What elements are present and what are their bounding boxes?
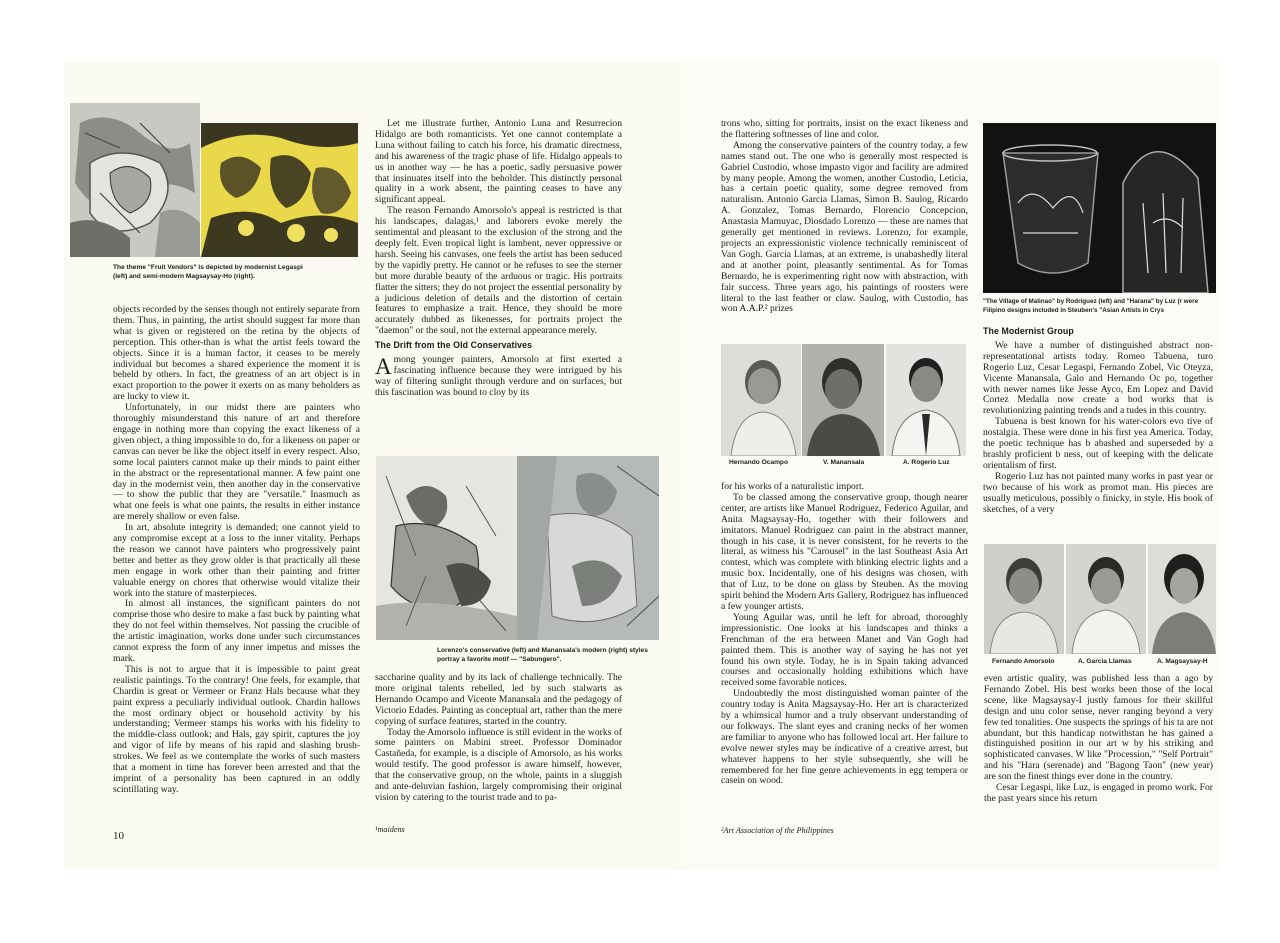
right-column-2-top	[983, 323, 1213, 536]
dropcap: A	[375, 354, 392, 380]
paragraph: Undoubtedly the most distinguished woman painter of the country today is Anita Magsaysay-Ho. Her art is characterized by a whimsical humor and a truly observant understanding of our folkways. The slant eyes and craning necks of her women are familiar to anyone who has followed local art. Her failure to evolve newer styles may be indicative of a creative arrest, but whatever happens to her style subsequently, she will be remembered for her fine genre achievements in egg tempera or casein on wood.	[721, 688, 968, 787]
portrait-a-garcia-llamas	[1066, 544, 1146, 654]
page-number: 10	[113, 830, 124, 842]
right-column-1-bottom	[721, 482, 968, 826]
paragraph: trons who, sitting for portraits, insist on the exact likeness and the flattering softnesses of line and color.	[721, 118, 968, 140]
paragraph: Young Aguilar was, until he left for abroad, thoroughly impressionistic. One looks at his landscapes and thinks a Frenchman of the era between Manet and Van Gogh had painted them. This is another way of saying he has not yet found his own style. Today, he is in Spain taking advanced courses and occasionally holding exhibitions which have received some favorable notices.	[721, 611, 968, 689]
left-column-1	[113, 305, 360, 827]
paragraph: Unfortunately, in our midst there are painters who thoroughly misunderstand this nature of art and therefore engage in nothing more than copying the exact likeness of a given object, a thing impossible to do, for a likeness on paper or canvas can never be like the object itself in every respect. Also, some local painters cannot make up their minds to paint either in the abstract or the representational manner. A few paint one day in the modernist vein, then another day in the conservative — to show the public that they are "versatile." Inasmuch as what one feels is what one paints, the results in either instance are merely shallow or even false.	[113, 402, 360, 523]
portrait-hernando-ocampo	[721, 344, 801, 456]
caption-sabungero: Lorenzo's conservative (left) and Manansala's modern (right) styles portray a favorite motif — "Sabungero".	[437, 647, 648, 663]
paragraph: The reason Fernando Amorsolo's appeal is restricted is that his landscapes, dalagas,¹ and laborers evoke merely the sentimental and pleasant to the exclusion of the strong and the deeply felt. Even tropical light is lambent, never oppressive or harsh. Seeing his canvases, one feels the artist has been seduced by the vapidly pretty. He cannot or he refuses to see the sterner but more durable beauty of the arduous or tragic. His portraits flatter the sitters; they do not project the essential personality by a judicious deletion of details and the distortion of certain features to emphasize a trait. Hence, they should be more accurately dubbed as likenesses, for portraits project the "daemon" or the soul, not the external appearance merely.	[375, 205, 622, 337]
paragraph: Among the conservative painters of the country today, a few names stand out. The one who is generally most respected is Gabriel Custodio, whose impasto vigor and facility are admired by many people. Among the women, another Custodio, Leticia, has a certain poetic quality, some degree removed from naturalism. Antonio Garcia Llamas, Simon B. Saulog, Ricardo A. Gonzalez, Tomas Bernardo, Florencio Concepcion, Anastasia Mamuyac, Diosdado Lorenzo — these are names that generally get mentioned in reviews. Lorenzo, for example, projects an expressionistic violence technically reminiscent of Van Gogh. Garcia Llamas, at an extreme, is unabashedly literal and at another point, pleasantly sentimental. As for Tomas Bernardo, he is experimenting right now with abstraction, with fair success. Three years ago, his paintings of roosters were literal to the last feather or claw. Saulog, with Custodio, has won A.A.P.² prizes	[721, 139, 968, 315]
footnote-aap: ²Art Association of the Philippines	[721, 826, 834, 835]
steuben-glass-image	[983, 123, 1216, 293]
left-column-2-top	[375, 119, 622, 445]
paragraph: In almost all instances, the significant painters do not comprise those who desire to make a fast buck by painting what they do not feel within themselves. Not passing the crucible of the artistic imagination, works done under such circumstances cannot express the form of any inner impetus and misses the mark.	[113, 598, 360, 664]
right-column-2-bottom	[984, 674, 1213, 828]
fruit-vendors-legaspi-image	[70, 103, 200, 257]
paragraph: for his works of a naturalistic import.	[721, 481, 865, 492]
portrait-label: A. Rogerio Luz	[903, 459, 950, 466]
paragraph: saccharine quality and by its lack of challenge technically. The more original talents rebelled, led by such stalwarts as Hernando Ocampo and Vicente Manansala and the pedagogy of Victorio Edades. Painting as conceptual art, rather than the mere copying of surface features, started in the country.	[375, 672, 622, 727]
paragraph: Today the Amorsolo influence is still evident in the works of some painters on Mabini street. Professor Dominador Castañeda, for example, is a disciple of Amorsolo, as his works would testify. The good professor is aware himself, however, that the conservative group, on the whole, paints in a sluggish and ante-deluvian fashion, largely compromising their original vision by catering to the tourist trade and to pa-	[375, 726, 622, 803]
paragraph: Rogerio Luz has not painted many works in past year or two because of his work as promot man. His pieces are usually meticulous, possibly o finicky, in style. His book of sketches, of a very	[983, 470, 1213, 515]
portrait-v-manansala	[802, 344, 884, 456]
sabungero-lorenzo-image	[376, 456, 517, 640]
paragraph: We have a number of distinguished abstract non-representational artists today. Romeo Tabuena, turo Rogerio Luz, Cesar Legaspi, Fernando Zobel, Vic Oteyza, Vicente Manansala, Galo and Hernando Oc po, together with newer names like Jesse Ayco, Em Lopez and David Cortez Medalla now create a bod works that is revolutionizing painting trends and a tudes in this country.	[983, 339, 1213, 417]
portrait-label: Hernando Ocampo	[729, 459, 788, 466]
portrait-fernando-amorsolo	[984, 544, 1064, 654]
paragraph: Tabuena is best known for his water-colors evo tive of nostalgia. These were done in his first yea America. Today, the poetic technique has b abashed and superseded by a brashly proficient b ness, out of keeping with the delicate orientalism of first.	[983, 416, 1213, 471]
paragraph: Let me illustrate further, Antonio Luna and Resurrecion Hidalgo are both romanticists. Yet one cannot contemplate a Luna without failing to catch his force, his dramatic directness, and his awareness of the tragic phase of life. Hidalgo appeals to us in another way — he has a poetic, sadly persuasive power that insinuates itself into the beholder. This distinctly personal quality in a work absent, the painting ceases to have any significant appeal.	[375, 118, 622, 206]
paragraph: To be classed among the conservative group, though nearer center, are artists like Manuel Rodriguez, Federico Aguilar, and Anita Magsaysay-Ho, together with their followers and imitators. Manuel Rodriguez can paint in the abstract manner, though in his case, it is never consistent, for he reverts to the literal, as witness his "Carousel" in the last Southeast Asia Art contest, which was complete with blinking electric lights and a music box. Incidentally, one of his designs was chosen, with that of Luz, to be done on glass by Steuben. As the moving spirit behind the Modern Arts Gallery, Rodriguez has influenced a few younger artists.	[721, 491, 968, 612]
paragraph: In art, absolute integrity is demanded; one cannot yield to any compromise except at a loss to the inner vitality. Perhaps the reason we cannot have painters who progressively paint better and better as they grow older is that practically all these men engage in work other than their painting and fritter valuable energy on chores that otherwise would vitalize their work into the stature of masterpieces.	[113, 522, 360, 599]
portrait-a-rogerio-luz	[886, 344, 966, 456]
portrait-label: A. Magsaysay-H	[1157, 658, 1208, 665]
sabungero-manansala-image	[517, 456, 659, 640]
paragraph: This is not to argue that it is impossible to paint great realistic paintings. To the contrary! One feels, for example, that Chardin is great or Vermeer or Franz Hals because what they paint express a peculiarly individual outlook. Chardin hallows the most ordinary object or household activity by his understanding; Vermeer stamps his works with his fidelity to the middle-class outlook; and Hals, gay spirit, captures the joy and vigor of life by means of his rapid and slashing brush-strokes. We feel as we contemplate the works of such masters that a moment in time has forever been arrested and that the imprint of a personality has been captured in an oddly scintillating way.	[113, 663, 360, 795]
portrait-label: V. Manansala	[823, 459, 865, 466]
paragraph: objects recorded by the senses though not entirely separate from them. Thus, in painting, the artist should suggest far more than what is given or registered on the retina by the objects of perception. This other-than is what the artist feels toward the objects. Since it is a human factor, it ceases to be merely individual but becomes a shared experience the moment it is beheld by others. In fact, the greatness of an art object is in exact proportion to the power it exerts on as many beholders as are lucky to view it.	[113, 304, 360, 403]
caption-fruit-vendors: The theme "Fruit Vendors" is depicted by modernist Legaspi (left) and semi-modern Magsaysay-Ho (right).	[113, 264, 303, 280]
caption-glass: "The Village of Malinao" by Rodriguez (left) and "Harana" by Luz (r were Filipino designs included in Steuben's "Asian Artists in Crys	[983, 298, 1199, 314]
portrait-a-magsaysay-ho	[1148, 544, 1216, 654]
portrait-label: Fernando Amorsolo	[992, 658, 1055, 665]
right-column-1-top	[721, 119, 968, 337]
fruit-vendors-magsaysay-ho-image	[201, 123, 358, 257]
section-heading-drift: The Drift from the Old Conservatives	[375, 340, 533, 351]
section-heading-modernist: The Modernist Group	[983, 326, 1074, 336]
paragraph: even artistic quality, was published less than a ago by Fernando Zobel. His best works been those of the local scene, like Magsaysay-I justly famous for their skillful design and unu color sense, never ranging beyond a very few ted tonalities. One suspects the springs of his ta are not abundant, but this handicap notwithstan he has gained a distinguished position in our art w by his striking and sophisticated canvases. W like "Procession," "Self Portrait" and his "Hara (serenade) and "Bagong Taon" (new year) are son the finest things ever done in the country.	[984, 674, 1213, 783]
paragraph: Cesar Legaspi, like Luz, is engaged in promo work. For the past years since his return	[984, 782, 1213, 804]
left-column-2-bottom	[375, 673, 622, 829]
paragraph-dropcap: Among younger painters, Amorsolo at first exerted a fascinating influence because they were intrigued by his way of filtering sunlight through verdure and on surfaces, but this fascination was bound to cloy by its	[375, 354, 622, 398]
portrait-label: A. Garcia Llamas	[1078, 658, 1132, 665]
footnote-maidens: ¹maidens	[375, 825, 405, 834]
